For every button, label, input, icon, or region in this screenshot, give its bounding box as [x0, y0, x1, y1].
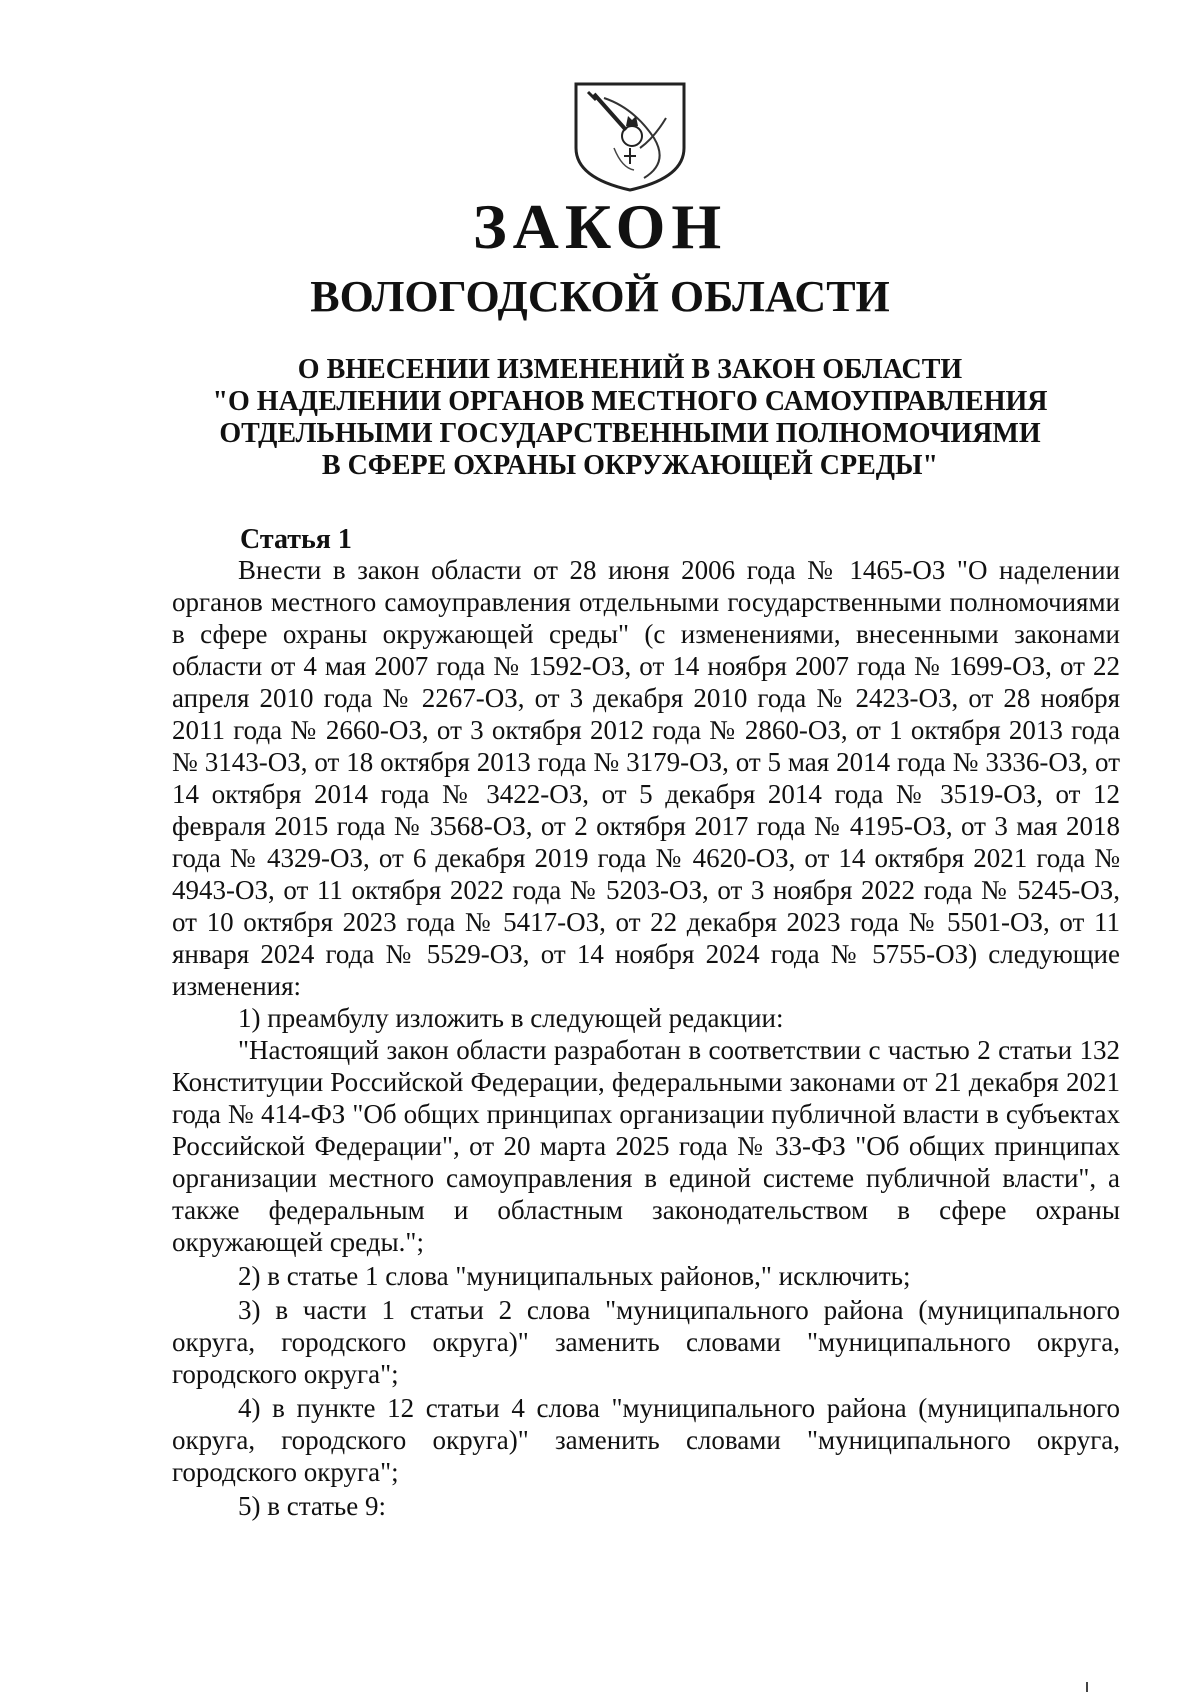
article-paragraph: 5) в статье 9:	[238, 1491, 386, 1521]
law-title	[180, 354, 1080, 482]
article-paragraph: "Настоящий закон области разработан в соответствии с частью 2 статьи 132 Конституции Российской Федерации, федеральными законами от 21 декабря 2021 года № 414-ФЗ "Об общих принципах организации публичной власти в субъектах Российской Федерации", от 20 марта 2025 года № 33-ФЗ "Об общих принципах организации местного самоуправления в единой системе публичной власти", а также федеральным и областным законодательством в сфере охраны окружающей среды.";	[172, 1035, 1120, 1257]
article-paragraph: 3) в части 1 статьи 2 слова "муниципального района (муниципального округа, городского округа)" заменить словами "муниципального округа, городского округа";	[172, 1295, 1120, 1389]
law-title-line: В СФЕРЕ ОХРАНЫ ОКРУЖАЮЩЕЙ СРЕДЫ"	[321, 450, 939, 481]
scan-mark	[1086, 1682, 1088, 1692]
article-heading: Статья 1	[240, 524, 352, 555]
law-title-line: ОТДЕЛЬНЫМИ ГОСУДАРСТВЕННЫМИ ПОЛНОМОЧИЯМИ	[219, 418, 1041, 449]
law-title-line: "О НАДЕЛЕНИИ ОРГАНОВ МЕСТНОГО САМОУПРАВЛЕНИЯ	[212, 386, 1048, 417]
vologda-coat-of-arms-icon	[574, 78, 686, 194]
article-body	[172, 554, 1120, 1522]
article-paragraph: 2) в статье 1 слова "муниципальных районов," исключить;	[238, 1261, 911, 1291]
law-title-line: О ВНЕСЕНИИ ИЗМЕНЕНИЙ В ЗАКОН ОБЛАСТИ	[297, 354, 963, 385]
document-subtitle: ВОЛОГОДСКОЙ ОБЛАСТИ	[310, 272, 890, 321]
article-paragraph: 1) преамбулу изложить в следующей редакции:	[238, 1003, 784, 1033]
article-paragraph: 4) в пункте 12 статьи 4 слова "муниципального района (муниципального округа, городского округа)" заменить словами "муниципального округа, городского округа";	[172, 1393, 1120, 1487]
document-title: ЗАКОН	[472, 191, 728, 262]
article-paragraph: Внести в закон области от 28 июня 2006 года № 1465-ОЗ "О наделении органов местного самоуправления отдельными государственными полномочиями в сфере охраны окружающей среды" (с изменениями, внесенными законами области от 4 мая 2007 года № 1592-ОЗ, от 14 ноября 2007 года № 1699-ОЗ, от 22 апреля 2010 года № 2267-ОЗ, от 3 декабря 2010 года № 2423-ОЗ, от 28 ноября 2011 года № 2660-ОЗ, от 3 октября 2012 года № 2860-ОЗ, от 1 октября 2013 года № 3143-ОЗ, от 18 октября 2013 года № 3179-ОЗ, от 5 мая 2014 года № 3336-ОЗ, от 14 октября 2014 года № 3422-ОЗ, от 5 декабря 2014 года № 3519-ОЗ, от 12 февраля 2015 года № 3568-ОЗ, от 2 октября 2017 года № 4195-ОЗ, от 3 мая 2018 года № 4329-ОЗ, от 6 декабря 2019 года № 4620-ОЗ, от 14 октября 2021 года № 4943-ОЗ, от 11 октября 2022 года № 5203-ОЗ, от 3 ноября 2022 года № 5245-ОЗ, от 10 октября 2023 года № 5417-ОЗ, от 22 декабря 2023 года № 5501-ОЗ, от 11 января 2024 года № 5529-ОЗ, от 14 ноября 2024 года № 5755-ОЗ) следующие изменения:	[172, 555, 1120, 1001]
